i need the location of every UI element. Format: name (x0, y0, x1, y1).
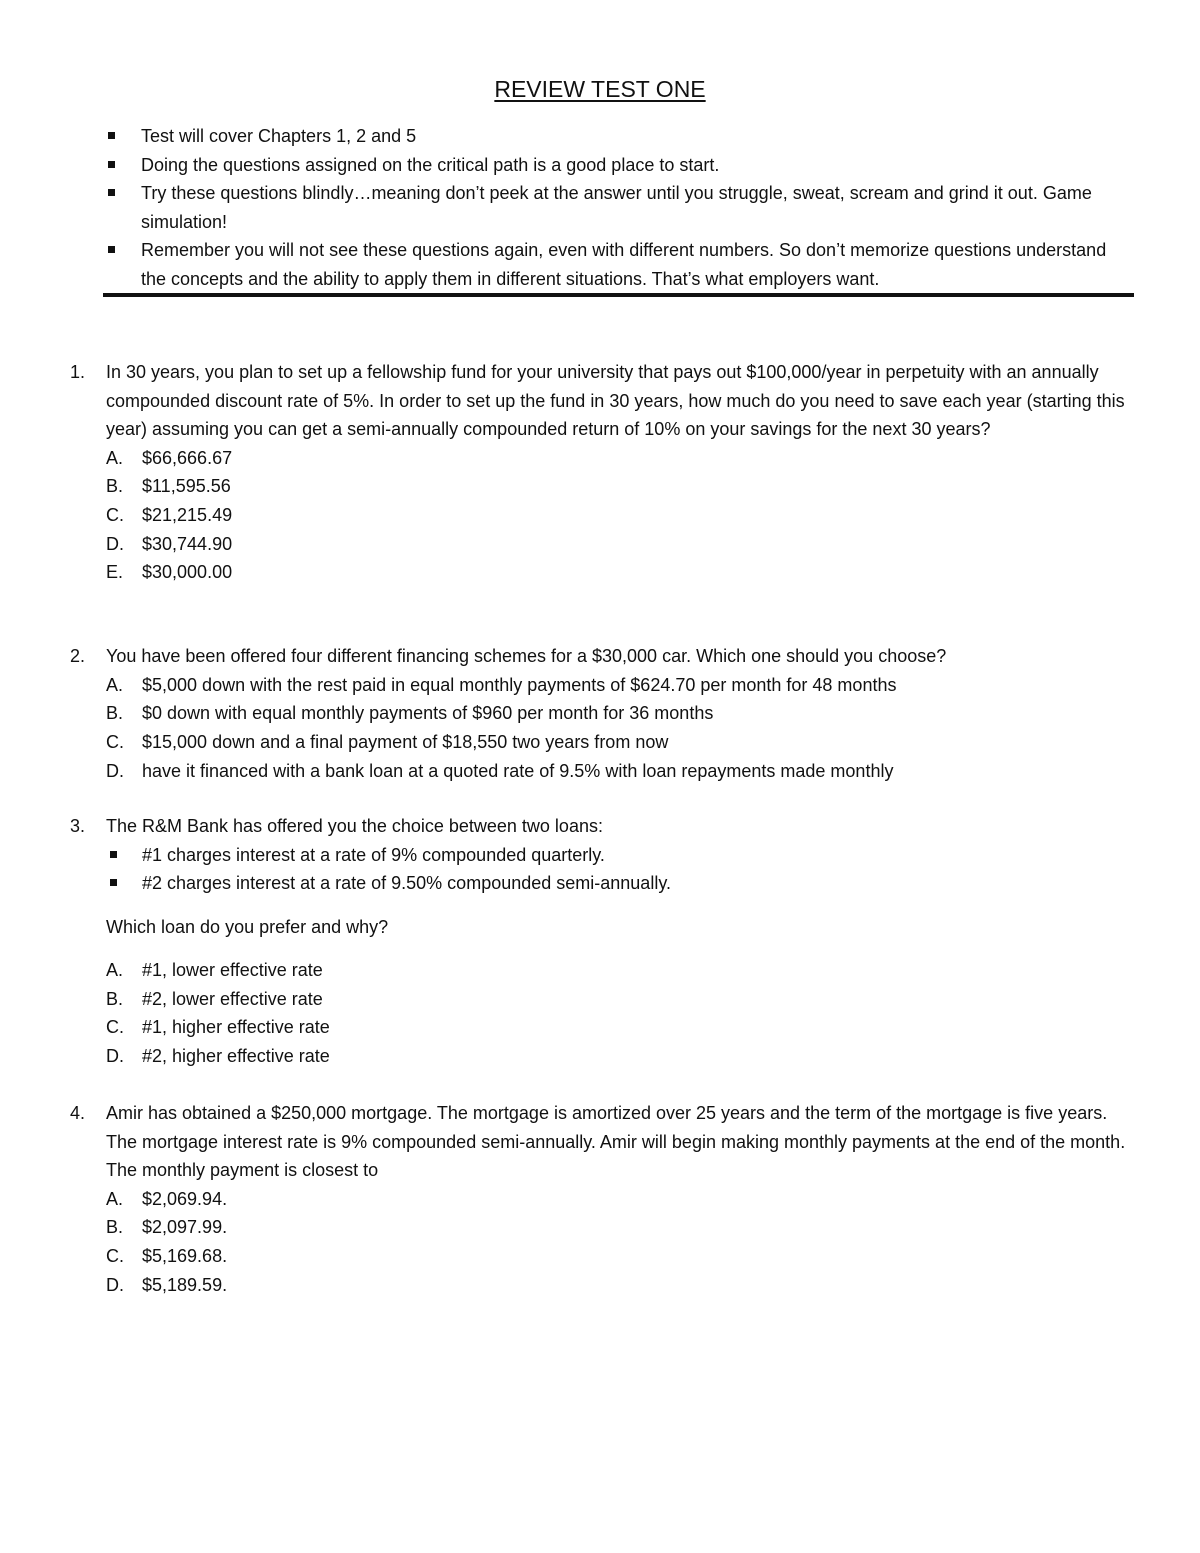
question-text: The R&M Bank has offered you the choice between two loans: (106, 816, 603, 836)
answer-option: D. $5,189.59. (106, 1274, 228, 1295)
instructions-list (105, 122, 1135, 293)
followup-question: Which loan do you prefer and why? (106, 916, 389, 937)
answer-option: A. $5,000 down with the rest paid in equal monthly payments of $624.70 per month for 48 months (106, 674, 897, 695)
question-number: 3. (70, 816, 86, 836)
answer-option: D. #2, higher effective rate (106, 1046, 330, 1067)
answer-option: A. $66,666.67 (106, 447, 233, 468)
answer-option: B. $2,097.99. (106, 1217, 228, 1238)
instruction-item: Test will cover Chapters 1, 2 and 5 (105, 122, 1135, 151)
square-bullet-icon (108, 189, 115, 196)
question-2 (70, 642, 1130, 785)
question-number: 2. (70, 646, 86, 666)
question-3 (70, 812, 1130, 1071)
answer-option: C. $5,169.68. (106, 1245, 228, 1266)
answer-option: B. $11,595.56 (106, 476, 231, 497)
square-bullet-icon (110, 879, 117, 886)
question-text: Amir has obtained a $250,000 mortgage. The mortgage is amortized over 25 years and the term of the mortgage is five years. The mortgage interest rate is 9% compounded semi-annually. Amir will begin making monthly payments at the end of the month. The monthly payment is closest to (106, 1103, 1126, 1180)
square-bullet-icon (110, 851, 117, 858)
answer-option: B. #2, lower effective rate (106, 988, 323, 1009)
instruction-item: Remember you will not see these questions again, even with different numbers. So don’t memorize questions understand the concepts and the ability to apply them in different situations. That’s what employers want. (105, 236, 1135, 293)
answer-option: C. #1, higher effective rate (106, 1017, 330, 1038)
instruction-item: Try these questions blindly…meaning don’t peek at the answer until you struggle, sweat, scream and grind it out. Game simulation! (105, 179, 1135, 236)
loan-option-item: #2 charges interest at a rate of 9.50% compounded semi-annually. (106, 869, 1130, 898)
section-divider (103, 293, 1134, 297)
question-4 (70, 1099, 1130, 1299)
answer-option: A. $2,069.94. (106, 1188, 228, 1209)
answer-option: D. $30,744.90 (106, 533, 233, 554)
square-bullet-icon (108, 246, 115, 253)
answer-option: A. #1, lower effective rate (106, 960, 323, 980)
question-text: In 30 years, you plan to set up a fellowship fund for your university that pays out $100,000/year in perpetuity with an annually compounded discount rate of 5%. In order to set up the fund in 30 years, how much do you need to save each year (starting this year) assuming you can get a semi-annually compounded return of 10% on your savings for the next 30 years? (106, 362, 1125, 439)
square-bullet-icon (108, 132, 115, 139)
answer-option: D. have it financed with a bank loan at a quoted rate of 9.5% with loan repayments made monthly (106, 760, 894, 781)
page-title: REVIEW TEST ONE (494, 76, 706, 102)
square-bullet-icon (108, 161, 115, 168)
question-text: You have been offered four different financing schemes for a $30,000 car. Which one should you choose? (106, 646, 947, 666)
instruction-item: Doing the questions assigned on the critical path is a good place to start. (105, 151, 1135, 180)
question-number: 1. (70, 362, 86, 382)
answer-option: C. $15,000 down and a final payment of $18,550 two years from now (106, 731, 669, 752)
answer-option: B. $0 down with equal monthly payments of $960 per month for 36 months (106, 703, 714, 724)
question-number: 4. (70, 1103, 86, 1123)
answer-option: E. $30,000.00 (106, 562, 233, 583)
question-1 (70, 358, 1130, 587)
answer-option: C. $21,215.49 (106, 504, 233, 525)
loan-option-item: #1 charges interest at a rate of 9% compounded quarterly. (106, 841, 1130, 870)
